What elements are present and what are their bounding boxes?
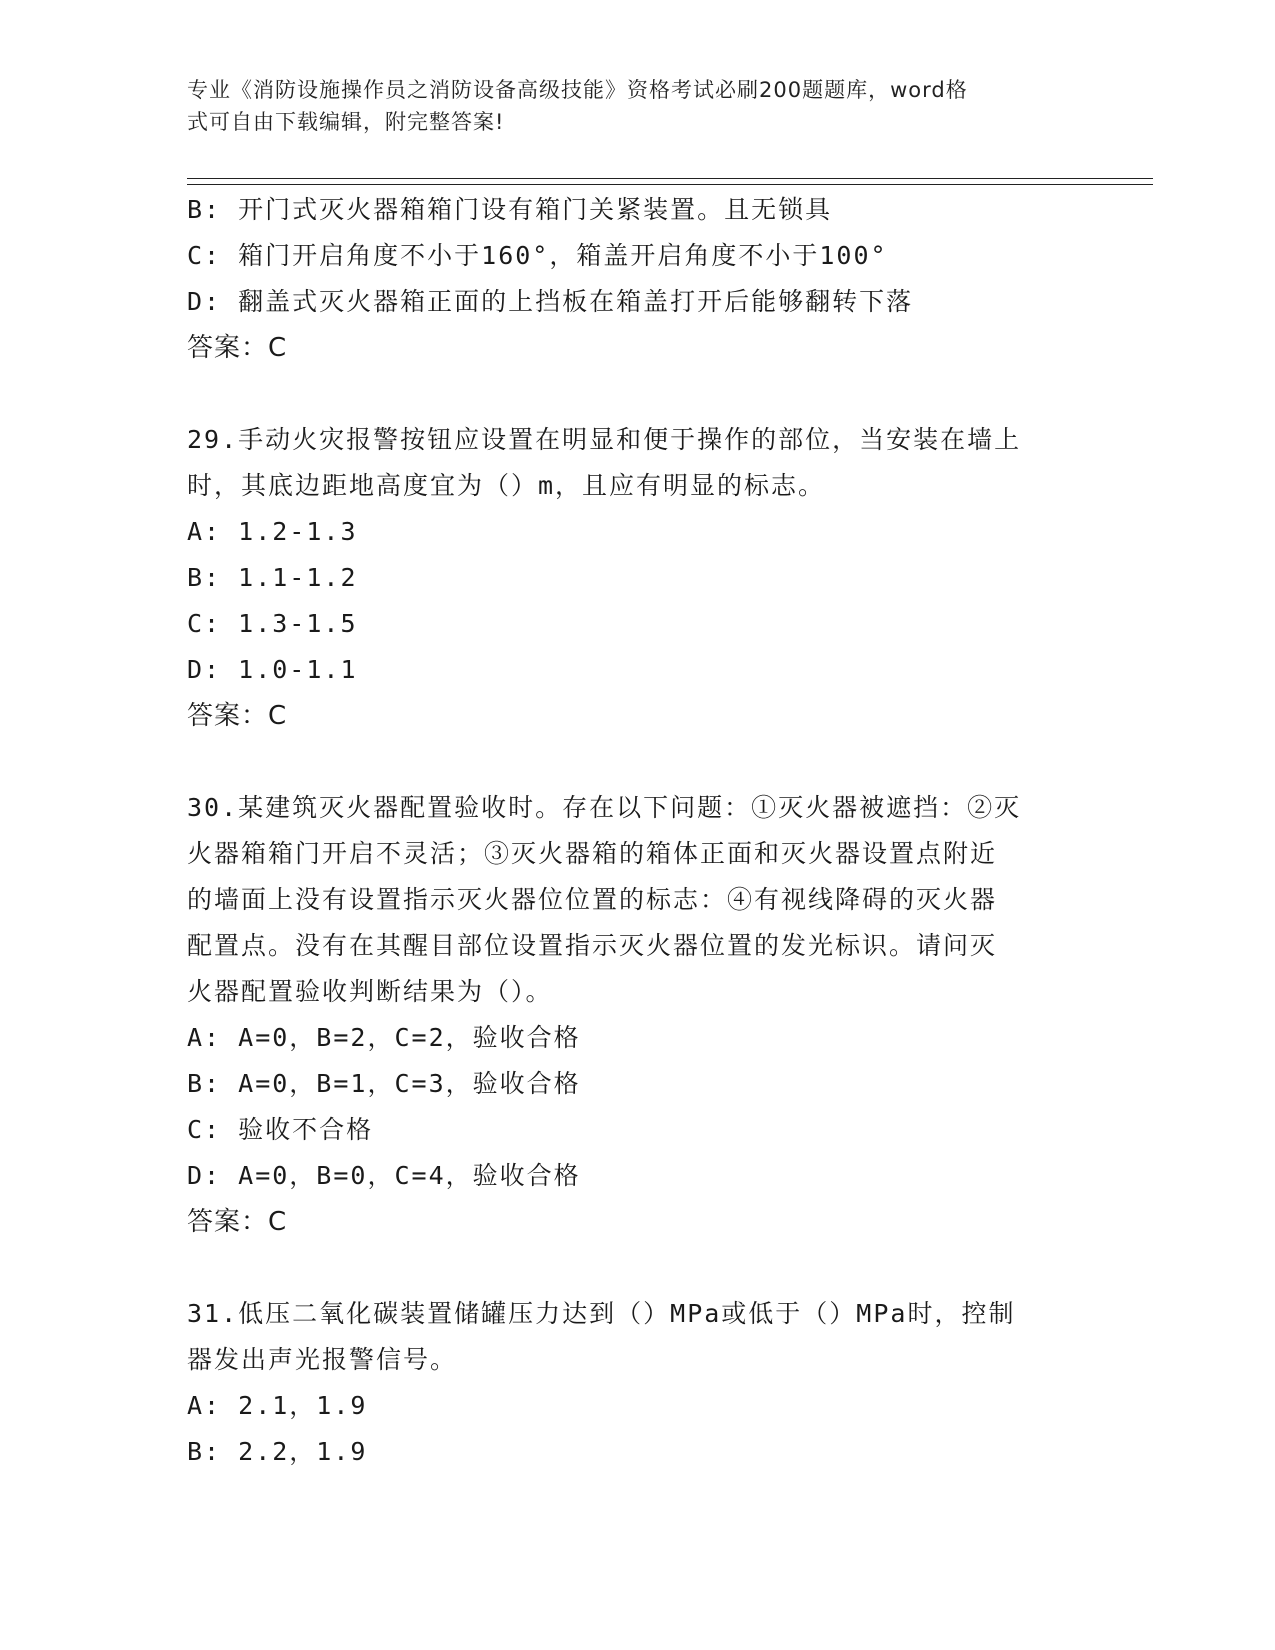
option-d: D: A=0，B=0，C=4，验收合格 <box>187 1161 581 1190</box>
question-stem-line: 30.某建筑灭火器配置验收时。存在以下问题：①灭火器被遮挡：②灭 <box>187 793 1022 822</box>
header-line-1: 专业《消防设施操作员之消防设备高级技能》资格考试必刷200题题库，word格 <box>187 78 968 102</box>
question-31 <box>187 1291 1087 1475</box>
header-line-2: 式可自由下载编辑，附完整答案! <box>187 110 505 134</box>
question-stem-line: 29.手动火灾报警按钮应设置在明显和便于操作的部位，当安装在墙上 <box>187 425 1022 454</box>
question-stem-line: 的墙面上没有设置指示灭火器位位置的标志：④有视线降碍的灭火器 <box>187 885 998 914</box>
question-29 <box>187 417 1087 739</box>
question-30 <box>187 785 1087 1245</box>
answer: 答案：C <box>187 1207 288 1237</box>
spacer <box>187 371 1087 417</box>
option-a: A: 1.2-1.3 <box>187 517 358 546</box>
option-c: C: 箱门开启角度不小于160°，箱盖开启角度不小于100° <box>187 241 888 270</box>
option-b: B: 开门式灭火器箱箱门设有箱门关紧装置。且无锁具 <box>187 195 833 224</box>
question-stem-line: 时，其底边距地高度宜为（）m，且应有明显的标志。 <box>187 471 826 500</box>
spacer <box>187 1245 1087 1291</box>
spacer <box>187 739 1087 785</box>
answer: 答案：C <box>187 333 288 363</box>
question-28 <box>187 187 1087 371</box>
option-b: B: 2.2，1.9 <box>187 1437 368 1466</box>
question-stem-line: 31.低压二氧化碳装置储罐压力达到（）MPa或低于（）MPa时，控制 <box>187 1299 1016 1328</box>
question-stem-line: 器发出声光报警信号。 <box>187 1345 458 1374</box>
question-stem-line: 火器箱箱门开启不灵活；③灭火器箱的箱体正面和灭火器设置点附近 <box>187 839 998 868</box>
header-divider-bottom <box>187 184 1153 185</box>
document-header <box>187 74 1067 138</box>
header-divider-top <box>187 178 1153 179</box>
question-stem-line: 火器配置验收判断结果为（）。 <box>187 977 553 1006</box>
question-list <box>187 187 1087 1475</box>
option-d: D: 1.0-1.1 <box>187 655 358 684</box>
option-c: C: 1.3-1.5 <box>187 609 358 638</box>
option-b: B: 1.1-1.2 <box>187 563 358 592</box>
answer: 答案：C <box>187 701 288 731</box>
option-b: B: A=0，B=1，C=3，验收合格 <box>187 1069 581 1098</box>
option-a: A: A=0，B=2，C=2，验收合格 <box>187 1023 581 1052</box>
option-d: D: 翻盖式灭火器箱正面的上挡板在箱盖打开后能够翻转下落 <box>187 287 914 316</box>
question-stem-line: 配置点。没有在其醒目部位设置指示灭火器位置的发光标识。请问灭 <box>187 931 998 960</box>
option-c: C: 验收不合格 <box>187 1115 374 1144</box>
option-a: A: 2.1，1.9 <box>187 1391 368 1420</box>
